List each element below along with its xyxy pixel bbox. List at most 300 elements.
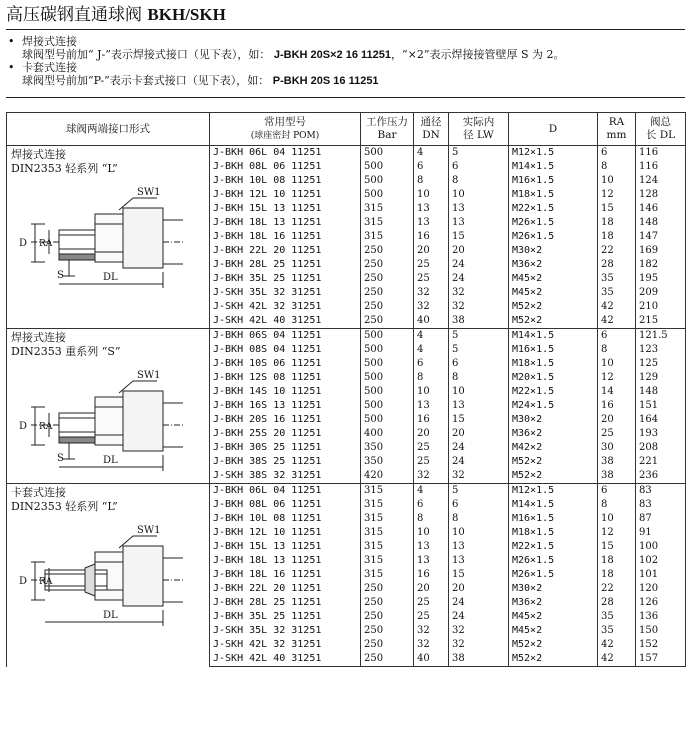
cell-model: J-BKH 25S 20 11251 bbox=[210, 427, 361, 441]
cell-lw: 10 bbox=[449, 188, 509, 202]
cell-dl: 121.5 bbox=[636, 329, 686, 344]
cell-ra: 6 bbox=[598, 484, 636, 499]
cell-dl: 151 bbox=[636, 399, 686, 413]
cell-dn: 6 bbox=[414, 357, 449, 371]
cell-pressure: 315 bbox=[361, 554, 414, 568]
cell-pressure: 315 bbox=[361, 526, 414, 540]
cell-d: M14×1.5 bbox=[509, 498, 598, 512]
page-title bbox=[6, 4, 226, 26]
cell-model: J-BKH 08S 04 11251 bbox=[210, 343, 361, 357]
cell-dn: 32 bbox=[414, 638, 449, 652]
cell-ra: 14 bbox=[598, 385, 636, 399]
label-s: S bbox=[57, 270, 64, 281]
cell-dl: 102 bbox=[636, 554, 686, 568]
cell-pressure: 500 bbox=[361, 329, 414, 344]
cell-dl: 116 bbox=[636, 146, 686, 161]
connection-series: DIN2353 轻系列 “L” bbox=[11, 162, 118, 175]
cell-pressure: 250 bbox=[361, 258, 414, 272]
label-ra: RA bbox=[39, 239, 53, 249]
cell-lw: 32 bbox=[449, 638, 509, 652]
cell-dl: 125 bbox=[636, 357, 686, 371]
intro-item-1-title: • 焊接式连接 bbox=[8, 35, 77, 48]
cell-dn: 4 bbox=[414, 329, 449, 344]
cell-dl: 83 bbox=[636, 498, 686, 512]
cell-d: M22×1.5 bbox=[509, 202, 598, 216]
cell-pressure: 315 bbox=[361, 540, 414, 554]
cell-lw: 20 bbox=[449, 427, 509, 441]
cell-dl: 193 bbox=[636, 427, 686, 441]
cell-model: J-BKH 10L 08 11251 bbox=[210, 512, 361, 526]
cell-model: J-BKH 18L 16 11251 bbox=[210, 568, 361, 582]
cell-dn: 20 bbox=[414, 427, 449, 441]
cell-pressure: 315 bbox=[361, 484, 414, 499]
cell-ra: 12 bbox=[598, 371, 636, 385]
cell-ra: 8 bbox=[598, 343, 636, 357]
cell-lw: 32 bbox=[449, 624, 509, 638]
label-sw1: SW1 bbox=[137, 187, 161, 198]
cell-lw: 13 bbox=[449, 216, 509, 230]
cell-dl: 182 bbox=[636, 258, 686, 272]
cell-pressure: 250 bbox=[361, 582, 414, 596]
cell-dl: 126 bbox=[636, 596, 686, 610]
cell-d: M45×2 bbox=[509, 272, 598, 286]
cell-dl: 128 bbox=[636, 188, 686, 202]
cell-d: M18×1.5 bbox=[509, 357, 598, 371]
cell-lw: 15 bbox=[449, 230, 509, 244]
cell-dn: 6 bbox=[414, 498, 449, 512]
intro-item-2-desc: 球阀型号前加“P-”表示卡套式接口（见下表），如： P-BKH 20S 16 11251 bbox=[22, 74, 379, 87]
connection-type: 焊接式连接 bbox=[11, 148, 66, 161]
title-rule bbox=[6, 29, 685, 30]
label-ra: RA bbox=[39, 577, 53, 587]
cell-model: J-BKH 12L 10 11251 bbox=[210, 188, 361, 202]
cell-d: M52×2 bbox=[509, 455, 598, 469]
cell-d: M12×1.5 bbox=[509, 146, 598, 161]
cell-d: M30×2 bbox=[509, 413, 598, 427]
cell-lw: 13 bbox=[449, 399, 509, 413]
cell-d: M26×1.5 bbox=[509, 230, 598, 244]
cell-ra: 8 bbox=[598, 498, 636, 512]
cell-d: M26×1.5 bbox=[509, 216, 598, 230]
cell-ra: 20 bbox=[598, 413, 636, 427]
header-dl: 阀总 长 DL bbox=[636, 113, 686, 146]
cell-pressure: 500 bbox=[361, 146, 414, 161]
cell-dl: 136 bbox=[636, 610, 686, 624]
cell-pressure: 500 bbox=[361, 174, 414, 188]
cell-pressure: 250 bbox=[361, 638, 414, 652]
cell-d: M52×2 bbox=[509, 314, 598, 329]
cell-dn: 10 bbox=[414, 385, 449, 399]
cell-ra: 10 bbox=[598, 357, 636, 371]
cell-d: M42×2 bbox=[509, 441, 598, 455]
cell-dl: 208 bbox=[636, 441, 686, 455]
cell-dn: 6 bbox=[414, 160, 449, 174]
cell-ra: 15 bbox=[598, 540, 636, 554]
cell-model: J-BKH 28L 25 11251 bbox=[210, 596, 361, 610]
cell-dn: 13 bbox=[414, 202, 449, 216]
cell-lw: 20 bbox=[449, 582, 509, 596]
cell-model: J-BKH 12L 10 11251 bbox=[210, 526, 361, 540]
cell-ra: 12 bbox=[598, 188, 636, 202]
cell-d: M52×2 bbox=[509, 300, 598, 314]
cell-dl: 120 bbox=[636, 582, 686, 596]
header-pressure: 工作压力 Bar bbox=[361, 113, 414, 146]
cell-d: M22×1.5 bbox=[509, 385, 598, 399]
intro-item-2-title: • 卡套式连接 bbox=[8, 61, 77, 74]
cell-dn: 25 bbox=[414, 596, 449, 610]
cell-dn: 32 bbox=[414, 624, 449, 638]
cell-model: J-BKH 15L 13 11251 bbox=[210, 540, 361, 554]
connection-type: 卡套式连接 bbox=[11, 486, 66, 499]
cell-ra: 42 bbox=[598, 300, 636, 314]
spec-table bbox=[6, 112, 686, 667]
cell-dn: 8 bbox=[414, 512, 449, 526]
cell-dl: 100 bbox=[636, 540, 686, 554]
cell-dn: 4 bbox=[414, 484, 449, 499]
cell-ra: 18 bbox=[598, 230, 636, 244]
cell-model: J-BKH 12S 08 11251 bbox=[210, 371, 361, 385]
connection-form-cell bbox=[7, 146, 210, 329]
cell-d: M52×2 bbox=[509, 469, 598, 484]
cell-model: J-BKH 35L 25 11251 bbox=[210, 272, 361, 286]
cell-d: M26×1.5 bbox=[509, 554, 598, 568]
cell-model: J-SKH 35L 32 31251 bbox=[210, 286, 361, 300]
cell-pressure: 250 bbox=[361, 624, 414, 638]
connection-type: 焊接式连接 bbox=[11, 331, 66, 344]
title-text: 高压碳钢直通球阀 bbox=[6, 5, 142, 25]
cell-lw: 13 bbox=[449, 202, 509, 216]
cell-d: M36×2 bbox=[509, 427, 598, 441]
cell-lw: 6 bbox=[449, 357, 509, 371]
cell-dn: 13 bbox=[414, 216, 449, 230]
label-s: S bbox=[57, 453, 64, 464]
cell-ra: 22 bbox=[598, 582, 636, 596]
cell-model: J-BKH 08L 06 11251 bbox=[210, 160, 361, 174]
spec-table-body bbox=[7, 146, 686, 667]
cell-lw: 5 bbox=[449, 484, 509, 499]
cell-model: J-BKH 14S 10 11251 bbox=[210, 385, 361, 399]
label-d: D bbox=[19, 421, 28, 432]
cell-d: M52×2 bbox=[509, 638, 598, 652]
cell-model: J-BKH 10L 08 11251 bbox=[210, 174, 361, 188]
cell-ra: 10 bbox=[598, 512, 636, 526]
cell-model: J-SKH 42L 40 31251 bbox=[210, 314, 361, 329]
cell-lw: 6 bbox=[449, 498, 509, 512]
cell-ra: 12 bbox=[598, 526, 636, 540]
weld-example-code: J-BKH 20S×2 16 11251 bbox=[273, 49, 391, 61]
header-dn: 通径 DN bbox=[414, 113, 449, 146]
cell-model: J-BKH 06L 04 11251 bbox=[210, 484, 361, 499]
cell-pressure: 400 bbox=[361, 427, 414, 441]
cell-d: M18×1.5 bbox=[509, 188, 598, 202]
cell-dl: 124 bbox=[636, 174, 686, 188]
cell-lw: 8 bbox=[449, 174, 509, 188]
connection-form-cell bbox=[7, 484, 210, 667]
cell-pressure: 350 bbox=[361, 455, 414, 469]
ferrule-example-code: P-BKH 20S 16 11251 bbox=[272, 75, 379, 87]
cell-lw: 24 bbox=[449, 610, 509, 624]
cell-lw: 24 bbox=[449, 272, 509, 286]
header-d: D bbox=[509, 113, 598, 146]
connection-form-cell bbox=[7, 329, 210, 484]
cell-model: J-SKH 42L 40 31251 bbox=[210, 652, 361, 667]
cell-lw: 38 bbox=[449, 314, 509, 329]
cell-dn: 32 bbox=[414, 300, 449, 314]
cell-lw: 32 bbox=[449, 286, 509, 300]
cell-ra: 8 bbox=[598, 160, 636, 174]
cell-dl: 87 bbox=[636, 512, 686, 526]
cell-lw: 32 bbox=[449, 300, 509, 314]
cell-pressure: 315 bbox=[361, 202, 414, 216]
cell-d: M16×1.5 bbox=[509, 174, 598, 188]
cell-pressure: 500 bbox=[361, 413, 414, 427]
cell-dn: 10 bbox=[414, 188, 449, 202]
cell-lw: 20 bbox=[449, 244, 509, 258]
cell-d: M45×2 bbox=[509, 624, 598, 638]
header-ra: RA mm bbox=[598, 113, 636, 146]
label-ra: RA bbox=[39, 422, 53, 432]
cell-model: J-SKH 38S 32 31251 bbox=[210, 469, 361, 484]
cell-ra: 30 bbox=[598, 441, 636, 455]
label-dl: DL bbox=[103, 610, 118, 621]
cell-lw: 15 bbox=[449, 568, 509, 582]
cell-model: J-BKH 16S 13 11251 bbox=[210, 399, 361, 413]
cell-pressure: 350 bbox=[361, 441, 414, 455]
cell-dn: 25 bbox=[414, 258, 449, 272]
intro-rule bbox=[6, 97, 685, 98]
cell-ra: 22 bbox=[598, 244, 636, 258]
intro-item-1-desc: 球阀型号前加“ J-”表示焊接式接口（见下表），如： J-BKH 20S×2 16 11251，“×2”表示焊接接管壁厚 S 为 2。 bbox=[22, 48, 565, 61]
cell-pressure: 500 bbox=[361, 385, 414, 399]
cell-lw: 15 bbox=[449, 413, 509, 427]
cell-dl: 169 bbox=[636, 244, 686, 258]
cell-dn: 4 bbox=[414, 146, 449, 161]
cell-lw: 13 bbox=[449, 554, 509, 568]
cell-dn: 20 bbox=[414, 582, 449, 596]
cell-dl: 148 bbox=[636, 216, 686, 230]
cell-pressure: 250 bbox=[361, 596, 414, 610]
cell-ra: 16 bbox=[598, 399, 636, 413]
fitting-diagram bbox=[11, 180, 189, 298]
cell-lw: 8 bbox=[449, 371, 509, 385]
cell-dn: 10 bbox=[414, 526, 449, 540]
cell-d: M22×1.5 bbox=[509, 540, 598, 554]
cell-model: J-BKH 30S 25 11251 bbox=[210, 441, 361, 455]
cell-dn: 13 bbox=[414, 554, 449, 568]
cell-model: J-SKH 35L 32 31251 bbox=[210, 624, 361, 638]
cell-ra: 42 bbox=[598, 638, 636, 652]
table-row bbox=[7, 484, 686, 499]
cell-pressure: 250 bbox=[361, 272, 414, 286]
header-form: 球阀两端接口形式 bbox=[7, 113, 210, 146]
cell-d: M26×1.5 bbox=[509, 568, 598, 582]
intro-notes bbox=[8, 35, 565, 87]
cell-lw: 5 bbox=[449, 146, 509, 161]
cell-dl: 116 bbox=[636, 160, 686, 174]
cell-model: J-BKH 22L 20 11251 bbox=[210, 582, 361, 596]
cell-lw: 32 bbox=[449, 469, 509, 484]
cell-ra: 35 bbox=[598, 286, 636, 300]
cell-dn: 25 bbox=[414, 455, 449, 469]
label-dl: DL bbox=[103, 455, 118, 466]
cell-dl: 123 bbox=[636, 343, 686, 357]
cell-d: M30×2 bbox=[509, 244, 598, 258]
cell-d: M12×1.5 bbox=[509, 484, 598, 499]
header-model: 常用型号 (球座密封 POM) bbox=[210, 113, 361, 146]
cell-pressure: 315 bbox=[361, 230, 414, 244]
cell-dl: 236 bbox=[636, 469, 686, 484]
cell-lw: 13 bbox=[449, 540, 509, 554]
cell-d: M45×2 bbox=[509, 610, 598, 624]
cell-model: J-BKH 28L 25 11251 bbox=[210, 258, 361, 272]
cell-ra: 35 bbox=[598, 624, 636, 638]
cell-ra: 35 bbox=[598, 272, 636, 286]
cell-dn: 40 bbox=[414, 314, 449, 329]
cell-pressure: 315 bbox=[361, 568, 414, 582]
fitting-diagram bbox=[11, 518, 189, 636]
cell-dn: 16 bbox=[414, 413, 449, 427]
cell-ra: 10 bbox=[598, 174, 636, 188]
table-header-row bbox=[7, 113, 686, 146]
cell-model: J-BKH 06S 04 11251 bbox=[210, 329, 361, 344]
cell-dn: 4 bbox=[414, 343, 449, 357]
cell-ra: 18 bbox=[598, 568, 636, 582]
cell-ra: 38 bbox=[598, 469, 636, 484]
cell-model: J-SKH 42L 32 31251 bbox=[210, 638, 361, 652]
cell-dn: 40 bbox=[414, 652, 449, 667]
cell-model: J-BKH 35L 25 11251 bbox=[210, 610, 361, 624]
cell-d: M16×1.5 bbox=[509, 343, 598, 357]
cell-lw: 6 bbox=[449, 160, 509, 174]
cell-pressure: 420 bbox=[361, 469, 414, 484]
cell-pressure: 250 bbox=[361, 244, 414, 258]
cell-dl: 83 bbox=[636, 484, 686, 499]
cell-model: J-BKH 18L 16 11251 bbox=[210, 230, 361, 244]
cell-model: J-BKH 08L 06 11251 bbox=[210, 498, 361, 512]
title-code: BKH/SKH bbox=[147, 5, 226, 24]
cell-d: M18×1.5 bbox=[509, 526, 598, 540]
cell-d: M20×1.5 bbox=[509, 371, 598, 385]
cell-model: J-BKH 38S 25 11251 bbox=[210, 455, 361, 469]
cell-pressure: 500 bbox=[361, 343, 414, 357]
cell-dl: 148 bbox=[636, 385, 686, 399]
cell-ra: 35 bbox=[598, 610, 636, 624]
cell-lw: 38 bbox=[449, 652, 509, 667]
cell-dl: 129 bbox=[636, 371, 686, 385]
cell-ra: 6 bbox=[598, 146, 636, 161]
cell-dl: 101 bbox=[636, 568, 686, 582]
cell-d: M30×2 bbox=[509, 582, 598, 596]
cell-model: J-BKH 15L 13 11251 bbox=[210, 202, 361, 216]
header-lw: 实际内 径 LW bbox=[449, 113, 509, 146]
cell-pressure: 250 bbox=[361, 610, 414, 624]
cell-dn: 13 bbox=[414, 399, 449, 413]
cell-d: M14×1.5 bbox=[509, 160, 598, 174]
table-row bbox=[7, 146, 686, 161]
cell-ra: 42 bbox=[598, 314, 636, 329]
cell-dn: 25 bbox=[414, 272, 449, 286]
cell-dl: 209 bbox=[636, 286, 686, 300]
cell-lw: 24 bbox=[449, 455, 509, 469]
cell-pressure: 500 bbox=[361, 357, 414, 371]
cell-pressure: 315 bbox=[361, 512, 414, 526]
cell-lw: 24 bbox=[449, 258, 509, 272]
cell-ra: 25 bbox=[598, 427, 636, 441]
cell-dn: 13 bbox=[414, 540, 449, 554]
cell-pressure: 500 bbox=[361, 371, 414, 385]
cell-ra: 28 bbox=[598, 258, 636, 272]
cell-pressure: 500 bbox=[361, 188, 414, 202]
cell-ra: 6 bbox=[598, 329, 636, 344]
cell-lw: 5 bbox=[449, 343, 509, 357]
cell-d: M45×2 bbox=[509, 286, 598, 300]
cell-dl: 150 bbox=[636, 624, 686, 638]
label-d: D bbox=[19, 238, 28, 249]
cell-pressure: 250 bbox=[361, 300, 414, 314]
cell-pressure: 250 bbox=[361, 652, 414, 667]
cell-ra: 18 bbox=[598, 554, 636, 568]
cell-ra: 18 bbox=[598, 216, 636, 230]
cell-model: J-BKH 20S 16 11251 bbox=[210, 413, 361, 427]
cell-lw: 5 bbox=[449, 329, 509, 344]
cell-ra: 38 bbox=[598, 455, 636, 469]
cell-lw: 24 bbox=[449, 596, 509, 610]
cell-ra: 42 bbox=[598, 652, 636, 667]
cell-pressure: 315 bbox=[361, 216, 414, 230]
cell-dn: 8 bbox=[414, 371, 449, 385]
cell-model: J-BKH 18L 13 11251 bbox=[210, 554, 361, 568]
cell-lw: 8 bbox=[449, 512, 509, 526]
cell-model: J-BKH 22L 20 11251 bbox=[210, 244, 361, 258]
cell-lw: 10 bbox=[449, 526, 509, 540]
cell-dn: 32 bbox=[414, 286, 449, 300]
cell-dl: 146 bbox=[636, 202, 686, 216]
cell-dl: 210 bbox=[636, 300, 686, 314]
cell-model: J-BKH 10S 06 11251 bbox=[210, 357, 361, 371]
cell-dl: 195 bbox=[636, 272, 686, 286]
cell-pressure: 315 bbox=[361, 498, 414, 512]
cell-d: M36×2 bbox=[509, 596, 598, 610]
cell-dl: 152 bbox=[636, 638, 686, 652]
cell-dl: 157 bbox=[636, 652, 686, 667]
cell-dn: 25 bbox=[414, 610, 449, 624]
cell-d: M16×1.5 bbox=[509, 512, 598, 526]
cell-d: M24×1.5 bbox=[509, 399, 598, 413]
cell-dn: 32 bbox=[414, 469, 449, 484]
cell-model: J-BKH 06L 04 11251 bbox=[210, 146, 361, 161]
label-d: D bbox=[19, 576, 28, 587]
cell-d: M14×1.5 bbox=[509, 329, 598, 344]
fitting-diagram bbox=[11, 363, 189, 481]
cell-dl: 147 bbox=[636, 230, 686, 244]
label-sw1: SW1 bbox=[137, 525, 161, 536]
cell-pressure: 500 bbox=[361, 399, 414, 413]
cell-model: J-SKH 42L 32 31251 bbox=[210, 300, 361, 314]
cell-model: J-BKH 18L 13 11251 bbox=[210, 216, 361, 230]
cell-pressure: 500 bbox=[361, 160, 414, 174]
cell-d: M36×2 bbox=[509, 258, 598, 272]
connection-series: DIN2353 轻系列 “L” bbox=[11, 500, 118, 513]
cell-dl: 91 bbox=[636, 526, 686, 540]
cell-ra: 28 bbox=[598, 596, 636, 610]
cell-lw: 10 bbox=[449, 385, 509, 399]
cell-dl: 215 bbox=[636, 314, 686, 329]
cell-ra: 15 bbox=[598, 202, 636, 216]
cell-d: M52×2 bbox=[509, 652, 598, 667]
cell-dn: 16 bbox=[414, 230, 449, 244]
cell-dl: 221 bbox=[636, 455, 686, 469]
cell-dn: 20 bbox=[414, 244, 449, 258]
